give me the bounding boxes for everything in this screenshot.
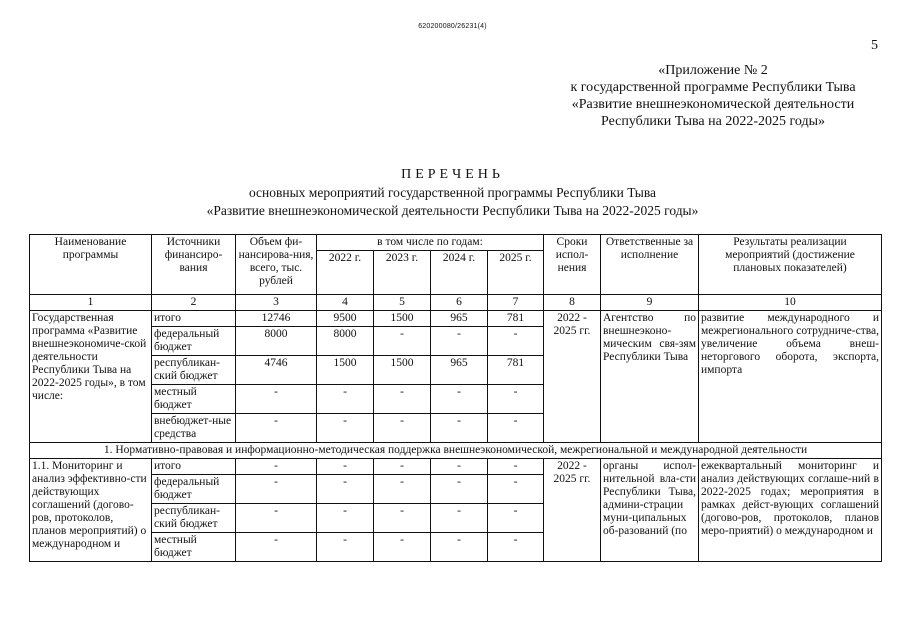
year-cell: - — [488, 414, 544, 443]
header-year: 2023 г. — [374, 251, 431, 295]
document-title — [0, 166, 905, 220]
title-subtitle: «Развитие внешнеэкономической деятельности Республики Тыва на 2022-2025 годы» — [206, 203, 699, 218]
year-cell: - — [317, 414, 374, 443]
source-cell: федеральный бюджет — [152, 475, 236, 504]
year-cell: 9500 — [317, 311, 374, 327]
year-cell: - — [374, 459, 431, 475]
header-responsible: Ответственные за исполнение — [601, 235, 699, 295]
responsible-cell: органы испол-нительной вла-сти Республики Тыва, админи-страции муни-ципальных об-разований (по — [601, 459, 699, 562]
year-cell: - — [317, 533, 374, 562]
year-cell: - — [374, 414, 431, 443]
year-cell: - — [431, 475, 488, 504]
year-cell: 1500 — [317, 356, 374, 385]
year-cell: 1500 — [374, 356, 431, 385]
appendix-line: Республики Тыва на 2022-2025 годы» — [600, 114, 826, 129]
source-cell: местный бюджет — [152, 385, 236, 414]
source-cell: итого — [152, 311, 236, 327]
appendix-line: «Развитие внешнеэкономической деятельности — [571, 97, 855, 112]
column-number: 10 — [699, 295, 882, 311]
year-cell: 1500 — [374, 311, 431, 327]
header-name: Наименование программы — [30, 235, 152, 295]
year-cell: - — [488, 533, 544, 562]
appendix-header — [548, 62, 878, 130]
page-number: 5 — [871, 38, 878, 53]
program-name: Государственная программа «Развитие внешнеэкономиче-ской деятельности Республики Тыва на 2022-2025 годы», в том числе: — [30, 311, 152, 443]
source-cell: внебюджет-ные средства — [152, 414, 236, 443]
year-cell: 781 — [488, 356, 544, 385]
activities-table — [29, 234, 882, 562]
year-cell: - — [374, 504, 431, 533]
column-number: 4 — [317, 295, 374, 311]
year-cell: - — [488, 504, 544, 533]
total-cell: - — [236, 533, 317, 562]
total-cell: 4746 — [236, 356, 317, 385]
header-year: 2025 г. — [488, 251, 544, 295]
year-cell: 781 — [488, 311, 544, 327]
year-cell: - — [317, 475, 374, 504]
column-number: 7 — [488, 295, 544, 311]
year-cell: - — [317, 504, 374, 533]
year-cell: 8000 — [317, 327, 374, 356]
column-number: 1 — [30, 295, 152, 311]
column-number: 6 — [431, 295, 488, 311]
year-cell: - — [431, 533, 488, 562]
total-cell: - — [236, 459, 317, 475]
column-number: 3 — [236, 295, 317, 311]
year-cell: - — [431, 414, 488, 443]
title-main: ПЕРЕЧЕНЬ — [401, 167, 504, 182]
total-cell: - — [236, 385, 317, 414]
year-cell: - — [374, 533, 431, 562]
year-cell: - — [317, 459, 374, 475]
responsible-cell: Агентство по внешнеэконо-мическим свя-зям Республики Тыва — [601, 311, 699, 443]
source-cell: местный бюджет — [152, 533, 236, 562]
column-number: 5 — [374, 295, 431, 311]
appendix-line: «Приложение № 2 — [658, 63, 768, 78]
year-cell: - — [374, 475, 431, 504]
title-subtitle: основных мероприятий государственной программы Республики Тыва — [248, 185, 657, 200]
year-cell: - — [488, 459, 544, 475]
appendix-line: к государственной программе Республики Тыва — [570, 80, 856, 95]
header-year: 2024 г. — [431, 251, 488, 295]
year-cell: - — [431, 504, 488, 533]
terms-cell: 2022 - 2025 гг. — [544, 459, 601, 562]
year-cell: 965 — [431, 311, 488, 327]
year-cell: - — [488, 385, 544, 414]
year-cell: - — [431, 459, 488, 475]
item-name: 1.1. Мониторинг и анализ эффективно-сти действующих соглашений (догово-ров, протоколов, планов мероприятий) о международном и — [30, 459, 152, 562]
column-number: 8 — [544, 295, 601, 311]
year-cell: - — [431, 385, 488, 414]
terms-cell: 2022 - 2025 гг. — [544, 311, 601, 443]
year-cell: - — [374, 385, 431, 414]
year-cell: - — [488, 327, 544, 356]
year-cell: - — [488, 475, 544, 504]
header-volume: Объем фи-нансирова-ния, всего, тыс. рублей — [236, 235, 317, 295]
source-cell: республикан-ский бюджет — [152, 504, 236, 533]
header-year: 2022 г. — [317, 251, 374, 295]
total-cell: 12746 — [236, 311, 317, 327]
year-cell: 965 — [431, 356, 488, 385]
section-heading: 1. Нормативно-правовая и информационно-методическая поддержка внешнеэкономической, межрегиональной и международной деятельности — [30, 443, 882, 459]
total-cell: - — [236, 475, 317, 504]
year-cell: - — [317, 385, 374, 414]
total-cell: - — [236, 504, 317, 533]
header-by-years: в том числе по годам: — [317, 235, 544, 251]
source-cell: республикан-ский бюджет — [152, 356, 236, 385]
year-cell: - — [431, 327, 488, 356]
results-cell: развитие международного и межрегионального сотрудниче-ства, увеличение объема внеш-неторгового оборота, экспорта, импорта — [699, 311, 882, 443]
column-number: 9 — [601, 295, 699, 311]
results-cell: ежеквартальный мониторинг и анализ действующих соглаше-ний в 2022-2025 годах; мероприятия в рамках дейст-вующих соглашений (догово-ров, протоколов, планов меро-приятий) о международном и — [699, 459, 882, 562]
source-cell: федеральный бюджет — [152, 327, 236, 356]
column-number: 2 — [152, 295, 236, 311]
header-results: Результаты реализации мероприятий (достижение плановых показателей) — [699, 235, 882, 295]
year-cell: - — [374, 327, 431, 356]
total-cell: 8000 — [236, 327, 317, 356]
source-cell: итого — [152, 459, 236, 475]
header-source: Источники финансиро-вания — [152, 235, 236, 295]
total-cell: - — [236, 414, 317, 443]
header-terms: Сроки испол-нения — [544, 235, 601, 295]
document-id: 620200080/26231(4) — [418, 23, 487, 30]
